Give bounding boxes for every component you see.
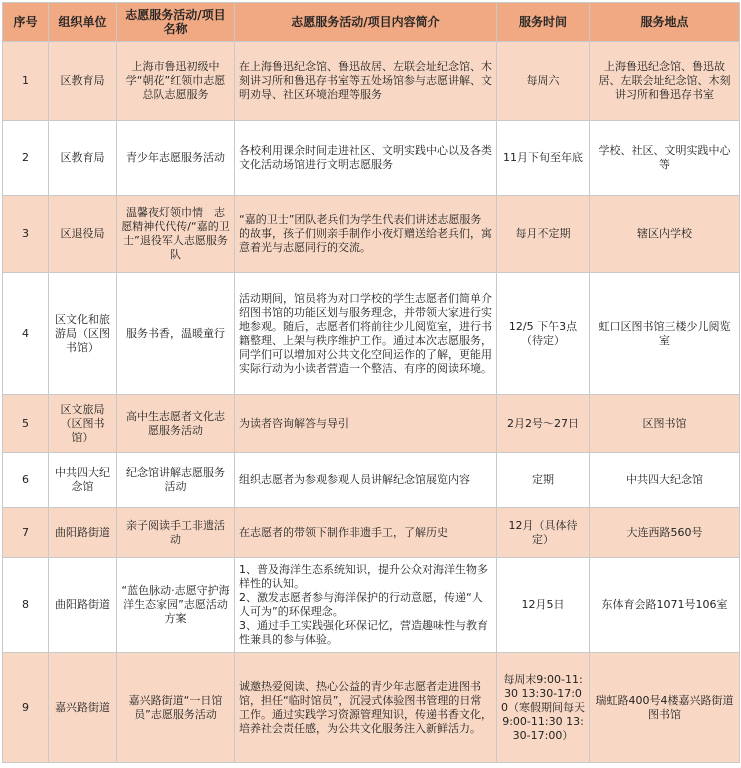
header-organization: 组织单位	[49, 3, 117, 42]
cell-service-location: 区图书馆	[590, 395, 740, 453]
cell-service-location: 中共四大纪念馆	[590, 453, 740, 508]
cell-index: 1	[3, 42, 49, 121]
table-row	[3, 121, 740, 196]
cell-organization: 区教育局	[49, 42, 117, 121]
cell-activity-name: 服务书香，温暖童行	[117, 273, 235, 395]
cell-activity-description: 活动期间，馆员将为对口学校的学生志愿者们简单介绍图书馆的功能区划与服务理念，并带领大家进行实地参观。随后，志愿者们将前往少儿阅览室，进行书籍整理、上架与秩序维护工作。通过本次志愿服务，同学们可以增加对公共文化空间运作的了解，更能用实际行动为小读者营造一个整洁、有序的阅读环境。	[235, 273, 497, 395]
cell-organization: 中共四大纪念馆	[49, 453, 117, 508]
cell-activity-description: 各校利用课余时间走进社区、文明实践中心以及各类文化活动场馆进行文明志愿服务	[235, 121, 497, 196]
cell-activity-name: 温馨夜灯领巾情 志愿精神代代传/“嘉的卫士”退役军人志愿服务队	[117, 196, 235, 273]
cell-index: 3	[3, 196, 49, 273]
cell-activity-description: 组织志愿者为参观参观人员讲解纪念馆展览内容	[235, 453, 497, 508]
table-row	[3, 273, 740, 395]
cell-activity-description: 诚邀热爱阅读、热心公益的青少年志愿者走进图书馆，担任“临时馆员”，沉浸式体验图书管理的日常工作。通过实践学习资源管理知识，传递书香文化，培养社会责任感，为公共文化服务注入新鲜活力。	[235, 653, 497, 763]
cell-activity-name: 上海市鲁迅初级中学“朝花”红领巾志愿总队志愿服务	[117, 42, 235, 121]
cell-index: 4	[3, 273, 49, 395]
cell-service-location: 上海鲁迅纪念馆、鲁迅故居、左联会址纪念馆、木刻讲习所和鲁迅存书室	[590, 42, 740, 121]
header-activity-name: 志愿服务活动/项目名称	[117, 3, 235, 42]
table-row	[3, 395, 740, 453]
cell-activity-description: 为读者咨询解答与导引	[235, 395, 497, 453]
cell-activity-name: 嘉兴路街道“一日馆员”志愿服务活动	[117, 653, 235, 763]
cell-service-location: 大连西路560号	[590, 508, 740, 558]
cell-activity-name: “蓝色脉动·志愿守护海洋生态家园”志愿活动方案	[117, 558, 235, 653]
cell-organization: 区教育局	[49, 121, 117, 196]
cell-service-location: 虹口区图书馆三楼少儿阅览室	[590, 273, 740, 395]
volunteer-service-table	[2, 2, 740, 763]
cell-service-time: 12/5 下午3点（待定）	[497, 273, 590, 395]
cell-service-time: 每月不定期	[497, 196, 590, 273]
cell-service-time: 每周六	[497, 42, 590, 121]
cell-organization: 曲阳路街道	[49, 508, 117, 558]
cell-service-time: 12月5日	[497, 558, 590, 653]
cell-activity-description: 在志愿者的带领下制作非遗手工，了解历史	[235, 508, 497, 558]
header-activity-description: 志愿服务活动/项目内容简介	[235, 3, 497, 42]
header-service-location: 服务地点	[590, 3, 740, 42]
table-row	[3, 42, 740, 121]
table-row	[3, 508, 740, 558]
cell-index: 2	[3, 121, 49, 196]
cell-activity-name: 青少年志愿服务活动	[117, 121, 235, 196]
cell-index: 7	[3, 508, 49, 558]
cell-service-time: 12月（具体待定）	[497, 508, 590, 558]
cell-activity-description: 在上海鲁迅纪念馆、鲁迅故居、左联会址纪念馆、木刻讲习所和鲁迅存书室等五处场馆参与志愿讲解、文明劝导、社区环境治理等服务	[235, 42, 497, 121]
cell-service-time: 2月2号～27日	[497, 395, 590, 453]
cell-service-time: 11月下旬至年底	[497, 121, 590, 196]
cell-service-location: 学校、社区、文明实践中心等	[590, 121, 740, 196]
cell-service-location: 东体育会路1071号106室	[590, 558, 740, 653]
cell-activity-name: 亲子阅读手工非遗活动	[117, 508, 235, 558]
header-service-time: 服务时间	[497, 3, 590, 42]
header-index: 序号	[3, 3, 49, 42]
cell-service-time: 定期	[497, 453, 590, 508]
cell-index: 9	[3, 653, 49, 763]
cell-activity-name: 纪念馆讲解志愿服务活动	[117, 453, 235, 508]
cell-activity-name: 高中生志愿者文化志愿服务活动	[117, 395, 235, 453]
cell-index: 5	[3, 395, 49, 453]
cell-organization: 嘉兴路街道	[49, 653, 117, 763]
cell-organization: 区退役局	[49, 196, 117, 273]
cell-organization: 区文化和旅游局（区图书馆）	[49, 273, 117, 395]
cell-index: 8	[3, 558, 49, 653]
table-row	[3, 453, 740, 508]
table-row	[3, 653, 740, 763]
cell-service-location: 辖区内学校	[590, 196, 740, 273]
cell-activity-description: 1、普及海洋生态系统知识，提升公众对海洋生物多样性的认知。 2、激发志愿者参与海洋保护的行动意愿，传递“人人可为”的环保理念。 3、通过手工实践强化环保记忆，营造趣味性与教育性兼具的参与体验。	[235, 558, 497, 653]
table-row	[3, 558, 740, 653]
table-row	[3, 196, 740, 273]
table-header-row	[3, 3, 740, 42]
cell-service-time: 每周末9:00-11:30 13:30-17:00（寒假期间每天9:00-11:30 13:30-17:00）	[497, 653, 590, 763]
cell-index: 6	[3, 453, 49, 508]
cell-activity-description: “嘉的卫士”团队老兵们为学生代表们讲述志愿服务的故事，孩子们则亲手制作小夜灯赠送给老兵们，寓意着光与志愿同行的交流。	[235, 196, 497, 273]
cell-organization: 区文旅局（区图书馆）	[49, 395, 117, 453]
cell-service-location: 瑞虹路400号4楼嘉兴路街道图书馆	[590, 653, 740, 763]
cell-organization: 曲阳路街道	[49, 558, 117, 653]
